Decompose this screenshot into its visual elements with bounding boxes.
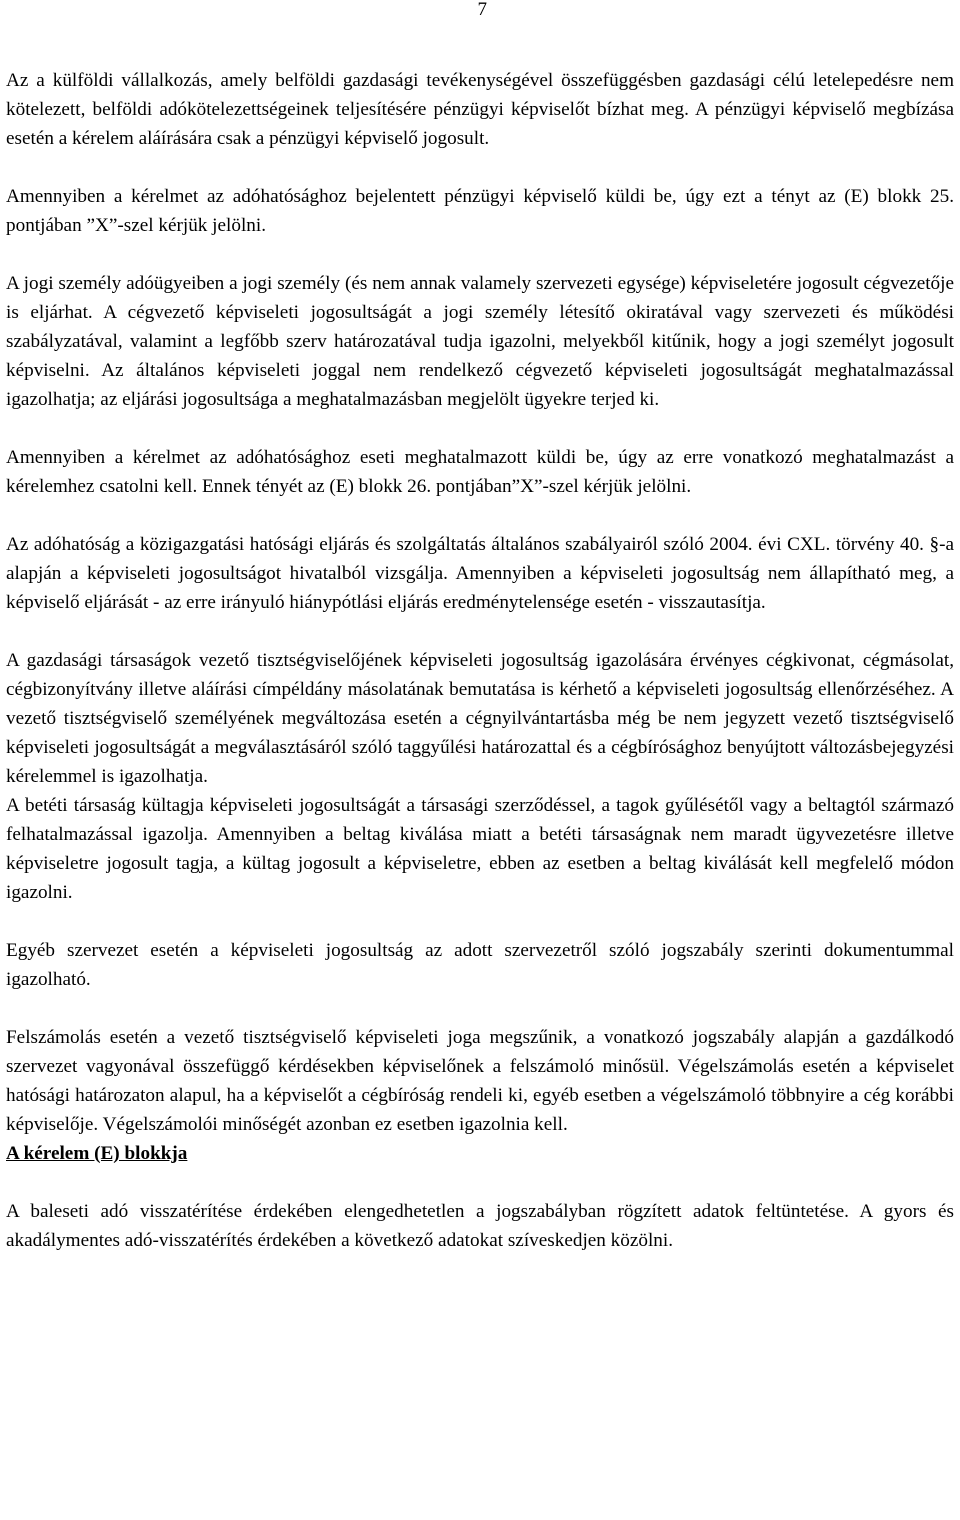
document-body <box>6 66 954 1255</box>
page-number: 7 <box>477 0 487 20</box>
paragraph-financial-representative: Amennyiben a kérelmet az adóhatósághoz bejelentett pénzügyi képviselő küldi be, úgy ezt a tényt az (E) blokk 25. pontjában ”X”-szel kérjük jelölni. <box>6 186 954 236</box>
paragraph-closing: A baleseti adó visszatérítése érdekében elengedhetetlen a jogszabályban rögzített adatok feltüntetése. A gyors és akadálymentes adó-visszatérítés érdekében a következő adatokat szíveskedjen közölni. <box>6 1201 954 1251</box>
paragraph-other-organization: Egyéb szervezet esetén a képviseleti jogosultság az adott szervezetről szóló jogszabály szerinti dokumentummal igazolható. <box>6 940 954 990</box>
paragraph-liquidation: Felszámolás esetén a vezető tisztségviselő képviseleti joga megszűnik, a vonatkozó jogszabály alapján a gazdálkodó szervezet vagyonával összefüggő kérdésekben képviselőnek a felszámoló minősül. Végelszámolás esetén a képviselet hatósági határozaton alapul, ha a képviselőt a cégbíróság rendeli ki, egyéb esetben a végelszámoló többnyire a cég korábbi képviselője. Végelszámolói minőségét azonban ez esetben igazolnia kell. <box>6 1027 954 1135</box>
paragraph-foreign-enterprise: Az a külföldi vállalkozás, amely belföldi gazdasági tevékenységével összefüggésben gazdasági célú letelepedésre nem kötelezett, belföldi adókötelezettségeinek teljesítésére pénzügyi képviselőt bízhat meg. A pénzügyi képviselő megbízása esetén a kérelem aláírására csak a pénzügyi képviselő jogosult. <box>6 70 954 149</box>
paragraph-authority-review: Az adóhatóság a közigazgatási hatósági eljárás és szolgáltatás általános szabályairól szóló 2004. évi CXL. törvény 40. §-a alapján a képviseleti jogosultságot hivatalból vizsgálja. Amennyiben a képviseleti jogosultság nem állapítható meg, a képviselő eljárását - az erre irányuló hiánypótlási eljárás eredménytelensége esetén - visszautasítja. <box>6 534 954 613</box>
paragraph-executive-officer: A gazdasági társaságok vezető tisztségviselőjének képviseleti jogosultság igazolására érvényes cégkivonat, cégmásolat, cégbizonyítvány illetve aláírási címpéldány másolatának bemutatása is kérhető a képviseleti jogosultság ellenőrzéséhez. A vezető tisztségviselő személyének megváltozása esetén a cégnyilvántartásba még be nem jegyzett vezető tisztségviselő képviseleti jogosultságát a megválasztásáról szóló taggyűlési határozattal és a cégbírósághoz benyújtott változásbejegyzési kérelemmel is igazolhatja. <box>6 650 954 787</box>
paragraph-company-manager: A jogi személy adóügyeiben a jogi személy (és nem annak valamely szervezeti egysége) képviseletére jogosult cégvezetője is eljárhat. A cégvezető képviseleti jogosultságát a jogi személy létesítő okiratával vagy szervezeti és működési szabályzatával, valamint a legfőbb szerv határozatával tudja igazolni, melyekből kitűnik, hogy a jogi személyt jogosult képviselni. Az általános képviseleti joggal nem rendelkező cégvezető képviseleti jogosultságát meghatalmazással igazolhatja; az eljárási jogosultsága a meghatalmazásban megjelölt ügyekre terjed ki. <box>6 273 954 410</box>
paragraph-limited-partnership: A betéti társaság kültagja képviseleti jogosultságát a társasági szerződéssel, a tagok gyűlésétől vagy a beltagtól származó felhatalmazással igazolja. Amennyiben a beltag kiválása miatt a betéti társaságnak nem maradt ügyvezetésre illetve képviseletre jogosult tagja, a kültag jogosult a képviseletre, ebben az esetben a beltag kiválását kell megfelelő módon igazolni. <box>6 795 954 903</box>
section-heading: A kérelem (E) blokkja <box>6 1143 188 1164</box>
paragraph-ad-hoc-proxy: Amennyiben a kérelmet az adóhatósághoz eseti meghatalmazott küldi be, úgy az erre vonatkozó meghatalmazást a kérelemhez csatolni kell. Ennek tényét az (E) blokk 26. pontjában”X”-szel kérjük jelölni. <box>6 447 954 497</box>
